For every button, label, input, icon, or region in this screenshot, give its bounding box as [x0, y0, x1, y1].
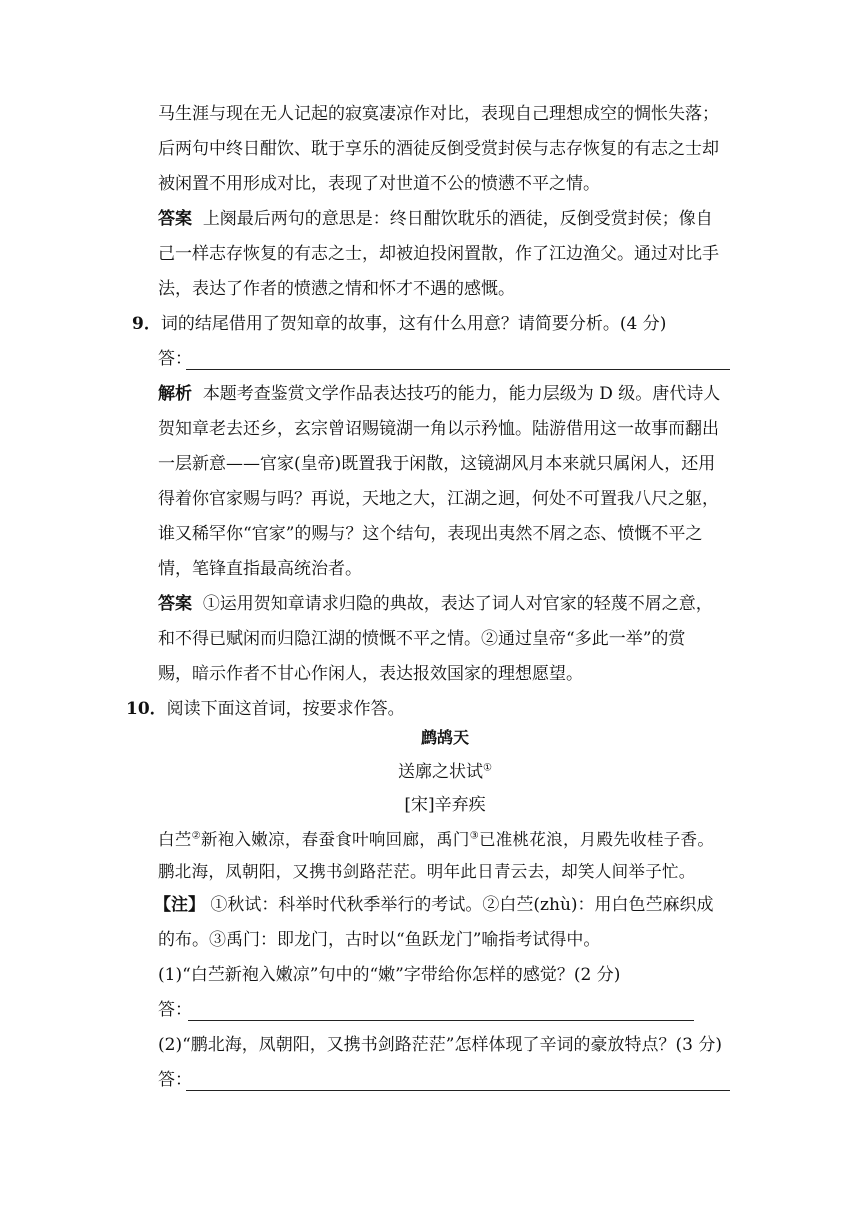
answer-line: 和不得已赋闲而归隐江湖的愤慨不平之情。②通过皇帝“多此一举”的赏 — [158, 629, 686, 649]
answer-prompt: 答： — [158, 1000, 192, 1020]
answer-line: 己一样志存恢复的有志之士，却被迫投闲置散，作了江边渔父。通过对比手 — [158, 244, 719, 264]
analysis-line: 谁又稀罕你“官家”的赐与？这个结句，表现出夷然不屑之态、愤慨不平之 — [158, 524, 703, 544]
poem-text: 新袍入嫩凉，春蚕食叶响回廊，禹门 — [200, 830, 470, 849]
answer-block — [158, 592, 713, 616]
analysis-line: 情，笔锋直指最高统治者。 — [158, 559, 362, 579]
analysis-label: 解析 — [158, 384, 192, 404]
poem-line-1 — [158, 828, 714, 852]
question-9 — [132, 312, 666, 336]
answer-line: 赐，暗示作者不甘心作闲人，表达报效国家的理想愿望。 — [158, 664, 583, 684]
analysis-text: 本题考查鉴赏文学作品表达技巧的能力，能力层级为 D 级。唐代诗人 — [202, 384, 721, 404]
poem-title: 鹧鸪天 — [420, 728, 469, 747]
question-text: 阅读下面这首词，按要求作答。 — [166, 699, 405, 719]
footnote-marker: ① — [483, 762, 492, 774]
notes-label: 【注】 — [154, 895, 205, 915]
answer-label: 答案 — [158, 209, 192, 229]
question-number: 10． — [126, 699, 167, 719]
notes-block — [154, 893, 714, 917]
analysis-line: 马生涯与现在无人记起的寂寞凄凉作对比，表现自己理想成空的惆怅失落； — [158, 104, 719, 124]
answer-blank-line[interactable] — [186, 1090, 730, 1091]
question-10 — [126, 697, 405, 721]
analysis-line: 被闲置不用形成对比，表现了对世道不公的愤懑不平之情。 — [158, 174, 600, 194]
answer-prompt: 答： — [158, 349, 192, 369]
sub-question-1: (1)“白苎新袍入嫩凉”句中的“嫩”字带给你怎样的感觉？(2 分) — [158, 965, 621, 985]
analysis-line: 得着你官家赐与吗？再说，天地之大，江湖之迥，何处不可置我八尺之躯， — [158, 489, 719, 509]
poem-line-2: 鹏北海，凤朝阳，又携书剑路茫茫。明年此日青云去，却笑人间举子忙。 — [158, 862, 696, 881]
poem-author: [宋]辛弃疾 — [404, 795, 486, 815]
answer-blank-line[interactable] — [186, 369, 730, 370]
sub-question-2: (2)“鹏北海，凤朝阳，又携书剑路茫茫”怎样体现了辛词的豪放特点？(3 分) — [158, 1035, 722, 1055]
poem-subtitle-text: 送廓之状试 — [398, 762, 484, 782]
answer-text: 上阕最后两句的意思是：终日酣饮耽乐的酒徒，反倒受赏封侯；像自 — [202, 209, 713, 229]
analysis-line: 后两句中终日酣饮、耽于享乐的酒徒反倒受赏封侯与志存恢复的有志之士却 — [158, 139, 719, 159]
answer-blank-line[interactable] — [188, 1020, 694, 1021]
question-number: 9． — [132, 314, 161, 334]
footnote-marker: ③ — [469, 830, 479, 842]
answer-prompt: 答： — [158, 1070, 192, 1090]
question-text: 词的结尾借用了贺知章的故事，这有什么用意？请简要分析。(4 分) — [160, 314, 667, 334]
analysis-block — [158, 382, 720, 406]
footnote-marker: ② — [191, 830, 201, 842]
answer-text: ①运用贺知章请求归隐的典故，表达了词人对官家的轻蔑不屑之意， — [202, 594, 713, 614]
notes-text: ①秋试：科举时代秋季举行的考试。②白苎(zhù)：用白色苎麻织成 — [210, 895, 714, 915]
poem-text: 白苎 — [158, 830, 192, 849]
analysis-line: 一层新意——官家(皇帝)既置我于闲散，这镜湖风月本来就只属闲人，还用 — [158, 454, 716, 474]
answer-line: 法，表达了作者的愤懑之情和怀才不遇的感慨。 — [158, 279, 515, 299]
answer-label: 答案 — [158, 594, 192, 614]
poem-text: 已准桃花浪，月殿先收桂子香。 — [478, 830, 715, 849]
notes-line: 的布。③禹门：即龙门，古时以“鱼跃龙门”喻指考试得中。 — [158, 930, 601, 950]
analysis-line: 贺知章老去还乡，玄宗曾诏赐镜湖一角以示矜恤。陆游借用这一故事而翻出 — [158, 419, 719, 439]
answer-block — [158, 207, 713, 231]
poem-subtitle — [0, 760, 860, 784]
